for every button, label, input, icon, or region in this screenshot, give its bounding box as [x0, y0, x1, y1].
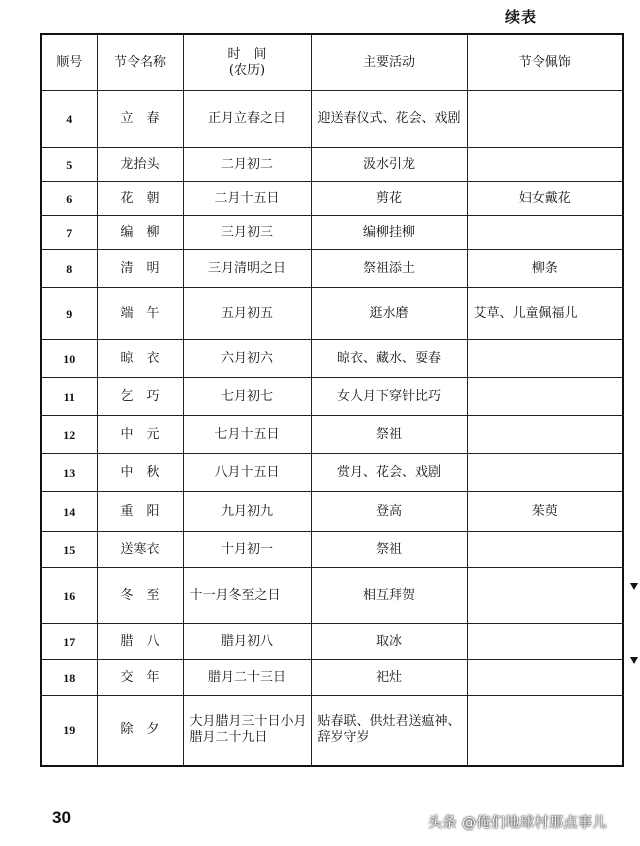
cell-seq: 9: [41, 288, 97, 340]
cell-festival-name: 交 年: [97, 660, 183, 696]
table-row: [41, 660, 623, 696]
table-row: [41, 568, 623, 624]
cell-festival-name: 冬 至: [97, 568, 183, 624]
cell-ornament: 柳条: [467, 250, 623, 288]
cell-festival-name: 编 柳: [97, 216, 183, 250]
cell-festival-name: 清 明: [97, 250, 183, 288]
table-row: [41, 378, 623, 416]
cell-festival-name: 腊 八: [97, 624, 183, 660]
cell-seq: 4: [41, 91, 97, 148]
cell-festival-name: 中 元: [97, 416, 183, 454]
cell-seq: 8: [41, 250, 97, 288]
table-row: [41, 182, 623, 216]
column-header-time-note: (农历): [228, 62, 266, 78]
cell-ornament: 茱萸: [467, 492, 623, 532]
cell-time: 六月初六: [183, 340, 311, 378]
cell-activity: 祭祖: [311, 532, 467, 568]
cell-festival-name: 端 午: [97, 288, 183, 340]
cell-ornament: [467, 696, 623, 766]
table-row: [41, 288, 623, 340]
column-header-seq: 顺号: [41, 34, 97, 91]
cell-time: 正月立春之日: [183, 91, 311, 148]
cell-activity: 剪花: [311, 182, 467, 216]
cell-seq: 15: [41, 532, 97, 568]
cell-time: 腊月初八: [183, 624, 311, 660]
cell-seq: 5: [41, 148, 97, 182]
page-number: 30: [52, 808, 71, 827]
cell-activity: 赏月、花会、戏剧: [311, 454, 467, 492]
cell-seq: 7: [41, 216, 97, 250]
table-row: [41, 416, 623, 454]
cell-time: 十月初一: [183, 532, 311, 568]
edge-mark: [630, 583, 638, 590]
cell-ornament: 妇女戴花: [467, 182, 623, 216]
cell-seq: 13: [41, 454, 97, 492]
cell-activity: 祭祖: [311, 416, 467, 454]
cell-activity: 贴春联、供灶君送瘟神、辞岁守岁: [311, 696, 467, 766]
edge-mark: [630, 657, 638, 664]
cell-time: 七月初七: [183, 378, 311, 416]
column-header-activity: 主要活动: [311, 34, 467, 91]
cell-seq: 14: [41, 492, 97, 532]
table-row: [41, 148, 623, 182]
cell-time: 七月十五日: [183, 416, 311, 454]
cell-ornament: [467, 568, 623, 624]
table-row: [41, 454, 623, 492]
watermark: 头条 @俺们地球村那点事儿: [428, 815, 607, 831]
cell-ornament: [467, 340, 623, 378]
cell-activity: 晾衣、藏水、耍春: [311, 340, 467, 378]
cell-festival-name: 乞 巧: [97, 378, 183, 416]
table-row: [41, 532, 623, 568]
cell-activity: 祭祖添土: [311, 250, 467, 288]
cell-seq: 19: [41, 696, 97, 766]
cell-seq: 18: [41, 660, 97, 696]
table-row: [41, 696, 623, 766]
cell-festival-name: 龙抬头: [97, 148, 183, 182]
cell-ornament: 艾草、儿童佩福儿: [467, 288, 623, 340]
cell-activity: 祀灶: [311, 660, 467, 696]
column-header-name: 节令名称: [97, 34, 183, 91]
cell-activity: 逛水磨: [311, 288, 467, 340]
cell-time: 九月初九: [183, 492, 311, 532]
cell-seq: 11: [41, 378, 97, 416]
table-row: [41, 492, 623, 532]
cell-time: 二月十五日: [183, 182, 311, 216]
cell-seq: 16: [41, 568, 97, 624]
cell-activity: 编柳挂柳: [311, 216, 467, 250]
cell-ornament: [467, 216, 623, 250]
cell-seq: 10: [41, 340, 97, 378]
table-row: [41, 624, 623, 660]
cell-ornament: [467, 660, 623, 696]
cell-festival-name: 除 夕: [97, 696, 183, 766]
column-header-time: [183, 34, 311, 91]
cell-activity: 取冰: [311, 624, 467, 660]
cell-time: 三月初三: [183, 216, 311, 250]
continued-label: 续表: [505, 8, 538, 26]
cell-festival-name: 中 秋: [97, 454, 183, 492]
cell-festival-name: 晾 衣: [97, 340, 183, 378]
column-header-ornament: 节令佩饰: [467, 34, 623, 91]
cell-festival-name: 花 朝: [97, 182, 183, 216]
cell-festival-name: 重 阳: [97, 492, 183, 532]
cell-time: 十一月冬至之日: [183, 568, 311, 624]
cell-time: 腊月二十三日: [183, 660, 311, 696]
table-row: [41, 91, 623, 148]
cell-seq: 12: [41, 416, 97, 454]
table-row: [41, 340, 623, 378]
cell-activity: 汲水引龙: [311, 148, 467, 182]
column-header-time-label: 时 间: [227, 46, 267, 62]
table-row: [41, 216, 623, 250]
table-header-row: [41, 34, 623, 91]
table-row: [41, 250, 623, 288]
cell-activity: 相互拜贺: [311, 568, 467, 624]
cell-seq: 17: [41, 624, 97, 660]
cell-ornament: [467, 91, 623, 148]
cell-time: 三月清明之日: [183, 250, 311, 288]
cell-time: 大月腊月三十日小月腊月二十九日: [183, 696, 311, 766]
cell-seq: 6: [41, 182, 97, 216]
cell-ornament: [467, 416, 623, 454]
cell-ornament: [467, 532, 623, 568]
festival-table: [40, 33, 624, 767]
cell-activity: 迎送春仪式、花会、戏剧: [311, 91, 467, 148]
cell-time: 二月初二: [183, 148, 311, 182]
cell-ornament: [467, 454, 623, 492]
cell-festival-name: 立 春: [97, 91, 183, 148]
cell-activity: 登高: [311, 492, 467, 532]
cell-ornament: [467, 148, 623, 182]
cell-activity: 女人月下穿针比巧: [311, 378, 467, 416]
cell-ornament: [467, 378, 623, 416]
cell-festival-name: 送寒衣: [97, 532, 183, 568]
cell-time: 八月十五日: [183, 454, 311, 492]
cell-time: 五月初五: [183, 288, 311, 340]
table-body: [41, 91, 623, 766]
cell-ornament: [467, 624, 623, 660]
